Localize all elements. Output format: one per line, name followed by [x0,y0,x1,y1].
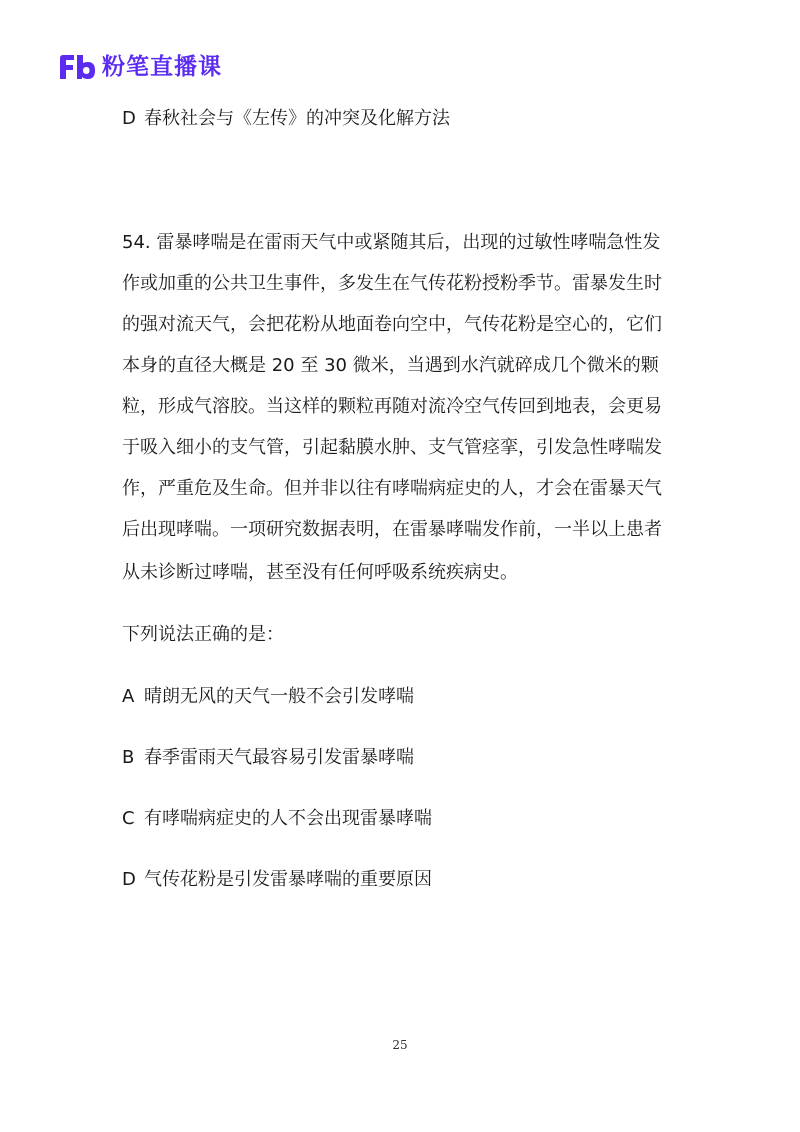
option-letter: B [122,747,135,768]
passage-line: 粒，形成气溶胶。当这样的颗粒再随对流冷空气传回到地表，会更易 [122,396,662,417]
option-letter: D [122,108,136,129]
passage-line: 的强对流天气，会把花粉从地面卷向空中，气传花粉是空心的，它们 [122,314,662,335]
option-text: 气传花粉是引发雷暴哮喘的重要原因 [144,869,432,890]
option-text: 春秋社会与《左传》的冲突及化解方法 [144,108,450,129]
passage-line: 本身的直径大概是 20 至 30 微米，当遇到水汽就碎成几个微米的颗 [122,355,659,376]
passage-line: 作或加重的公共卫生事件，多发生在气传花粉授粉季节。雷暴发生时 [122,273,662,294]
page-number: 25 [392,1038,408,1052]
question-prompt: 下列说法正确的是： [122,624,284,645]
option-text: 晴朗无风的天气一般不会引发哮喘 [144,686,414,707]
option-text: 有哮喘病症史的人不会出现雷暴哮喘 [144,808,432,829]
passage-line: 54. 雷暴哮喘是在雷雨天气中或紧随其后，出现的过敏性哮喘急性发 [122,232,661,253]
question-number: 54. [122,232,151,253]
previous-option-d [122,107,450,131]
option-c [122,807,432,831]
option-b [122,746,414,770]
passage-line: 从未诊断过哮喘，甚至没有任何呼吸系统疾病史。 [122,562,518,583]
passage-line: 后出现哮喘。一项研究数据表明，在雷暴哮喘发作前，一半以上患者 [122,519,662,540]
option-letter: A [122,686,135,707]
option-text: 春季雷雨天气最容易引发雷暴哮喘 [144,747,414,768]
passage-line: 作，严重危及生命。但并非以往有哮喘病症史的人，才会在雷暴天气 [122,478,662,499]
option-letter: D [122,869,136,890]
header-logo [58,52,222,82]
option-d [122,868,432,892]
passage-line: 于吸入细小的支气管，引起黏膜水肿、支气管痉挛，引发急性哮喘发 [122,437,662,458]
fb-logo-icon [58,54,96,80]
option-letter: C [122,808,135,829]
logo-text: 粉笔直播课 [102,54,222,80]
option-a [122,685,414,709]
